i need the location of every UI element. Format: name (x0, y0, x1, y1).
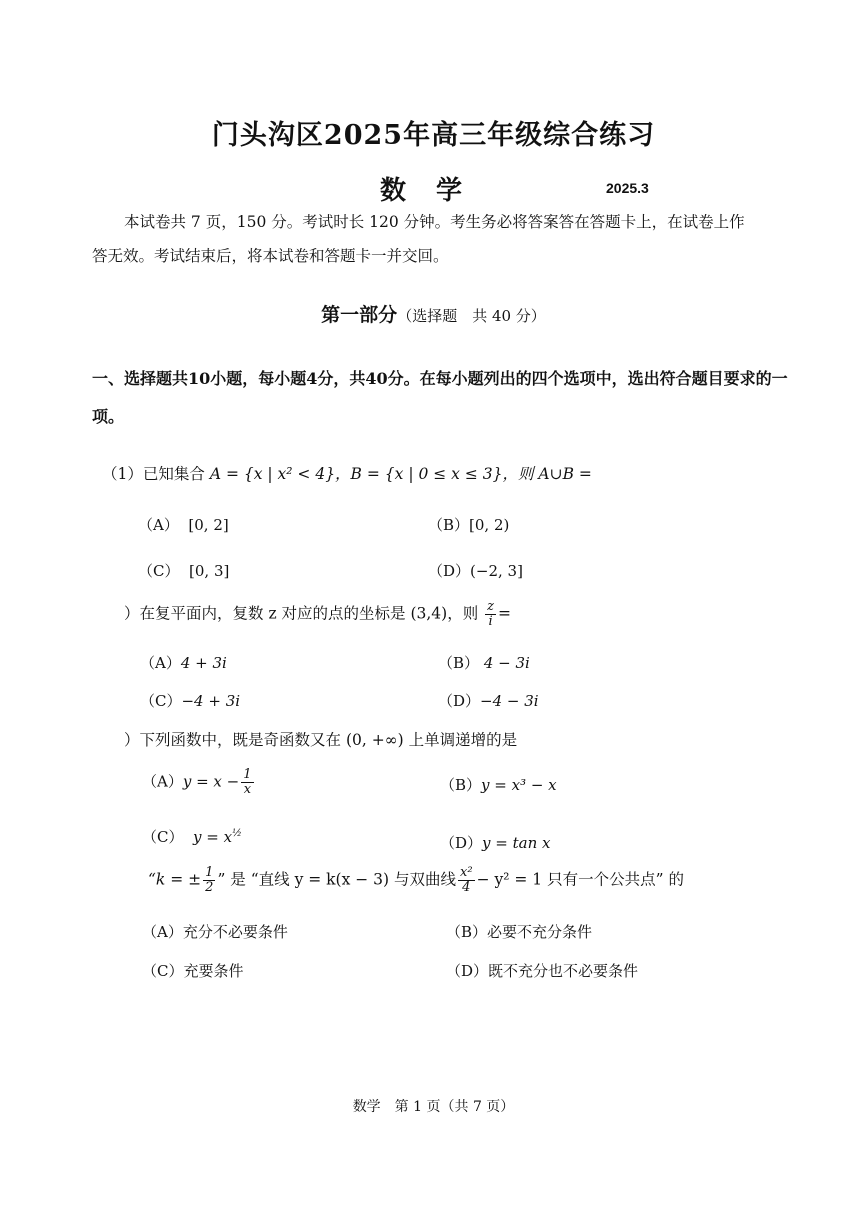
exam-subject: 数学 (380, 176, 493, 206)
fraction: $\frac{1}{2}$ (205, 865, 214, 895)
question-4-stem: “k = ± $\frac{1}{2}$ ” 是 “直线 y = k(x − 3) 与双曲线 $\frac{\text{x²}}{4}$ − y² = 1 只有一个公共点” 的 (148, 865, 684, 895)
option-3c: （C） $y = x^{\frac{1}{2}}$ (142, 828, 242, 846)
fraction: $\frac{1}{x}$ (243, 767, 252, 797)
question-2-stem: ）在复平面内，复数 z 对应的点的坐标是 (3,4)，则 $\frac{z}{i}$ = (124, 599, 512, 629)
exam-date: 2025.3 (606, 180, 649, 196)
intro-line-1: 本试卷共 7 页，150 分。考试时长 120 分钟。考生务必将答案答在答题卡上，在试卷上作 (124, 213, 745, 231)
question-3-text: 下列函数中，既是奇函数又在 (0, +∞) 上单调递增的是 (139, 731, 518, 749)
question-3-stem (124, 728, 517, 750)
option-2a: （A）4 + 3i (140, 654, 227, 672)
option-3d: （D）y = tan x (440, 834, 551, 852)
option-4a: （A）充分不必要条件 (142, 923, 288, 941)
question-1-text: 已知集合 (142, 465, 205, 483)
section-instructions: 一、选择题共10小题，每小题4分，共40分。在每小题列出的四个选项中，选出符合题目要求的一项。 (92, 369, 788, 426)
exam-title: 门头沟区2025年高三年级综合练习 (211, 120, 656, 151)
page-footer: 数学 第 1 页（共 7 页） (352, 1099, 515, 1115)
option-4b: （B）必要不充分条件 (446, 923, 593, 941)
option-3a: （A）y = x − $\frac{1}{x}$ (142, 767, 252, 797)
option-1d: （D）(−2, 3] (428, 562, 523, 580)
fraction: $\frac{\text{x²}}{4}$ (460, 865, 473, 895)
option-3b: （B）y = x³ − x (440, 776, 557, 794)
option-1a: （A） [0, 2] (138, 516, 229, 534)
part-note: （选择题 共 40 分） (397, 307, 546, 325)
option-1b: （B）[0, 2) (428, 516, 510, 534)
option-2b: （B） 4 − 3i (438, 654, 530, 672)
question-number: （1） (102, 465, 143, 483)
intro-line-2: 答无效。考试结束后，将本试卷和答题卡一并交回。 (92, 247, 449, 265)
question-number: ） (124, 731, 140, 749)
part-title: 第一部分 (321, 304, 398, 326)
question-2-text: 在复平面内，复数 z 对应的点的坐标是 (3,4)，则 (139, 604, 479, 623)
option-1c: （C） [0, 3] (138, 562, 230, 580)
question-1-stem (102, 462, 592, 484)
question-number: ） (124, 604, 140, 623)
part-heading (0, 300, 867, 327)
option-4c: （C）充要条件 (142, 962, 244, 980)
option-4d: （D）既不充分也不必要条件 (446, 962, 639, 980)
question-1-math: A = {x | x² < 4}，B = {x | 0 ≤ x ≤ 3}，则 A∪B = (209, 465, 592, 483)
option-2c: （C）−4 + 3i (140, 692, 241, 710)
option-2d: （D）−4 − 3i (438, 692, 539, 710)
fraction: $\frac{z}{i}$ (487, 599, 495, 629)
